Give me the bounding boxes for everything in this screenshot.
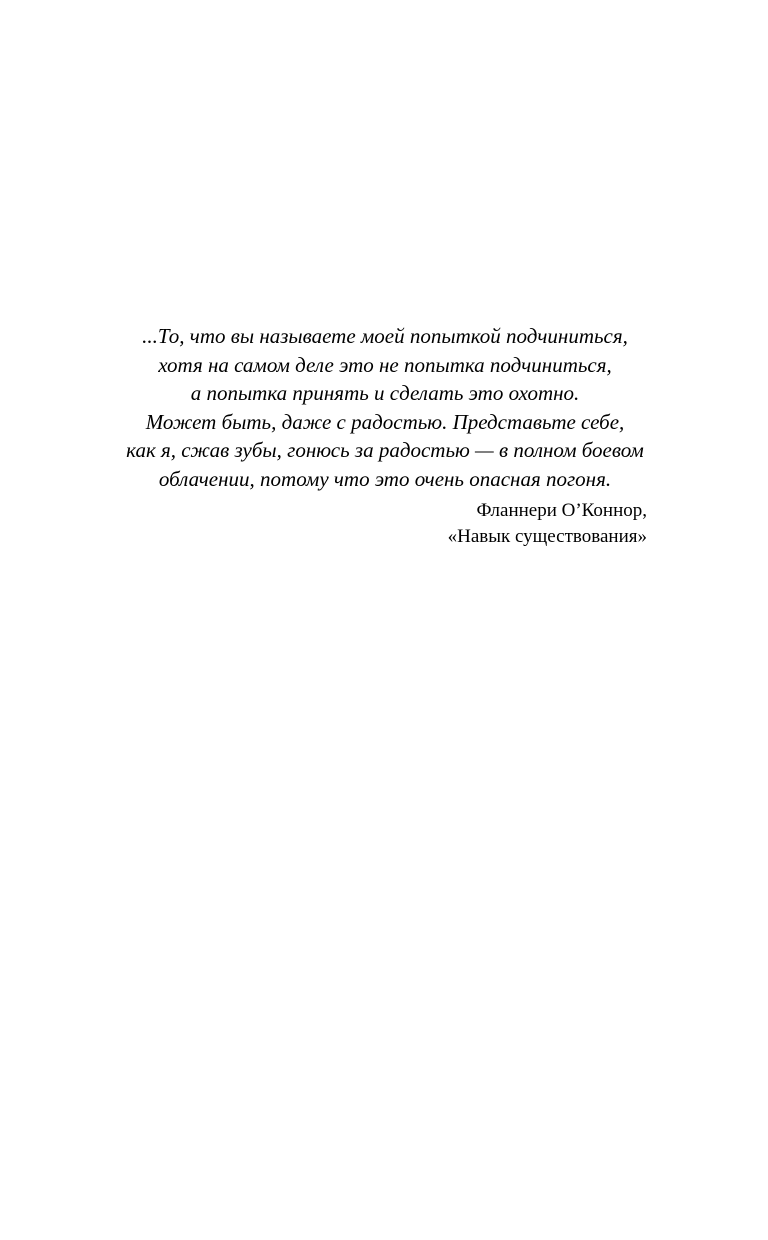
epigraph-quote <box>70 322 700 493</box>
source-title: «Навык существования» <box>447 526 647 547</box>
quote-line: а попытка принять и сделать это охотно. <box>190 381 580 405</box>
author-name: Фланнери О’Коннор, <box>476 500 647 521</box>
quote-line: Может быть, даже с радостью. Представьте себе, <box>145 409 625 434</box>
quote-line: облачении, потому что это очень опасная погоня. <box>158 466 612 491</box>
quote-line: как я, сжав зубы, гонюсь за радостью — в полном боевом <box>126 438 644 462</box>
epigraph-attribution <box>448 498 647 550</box>
quote-line: хотя на самом деле это не попытка подчиниться, <box>158 352 612 377</box>
quote-line: ...То, что вы называете моей попыткой подчиниться, <box>142 324 628 348</box>
